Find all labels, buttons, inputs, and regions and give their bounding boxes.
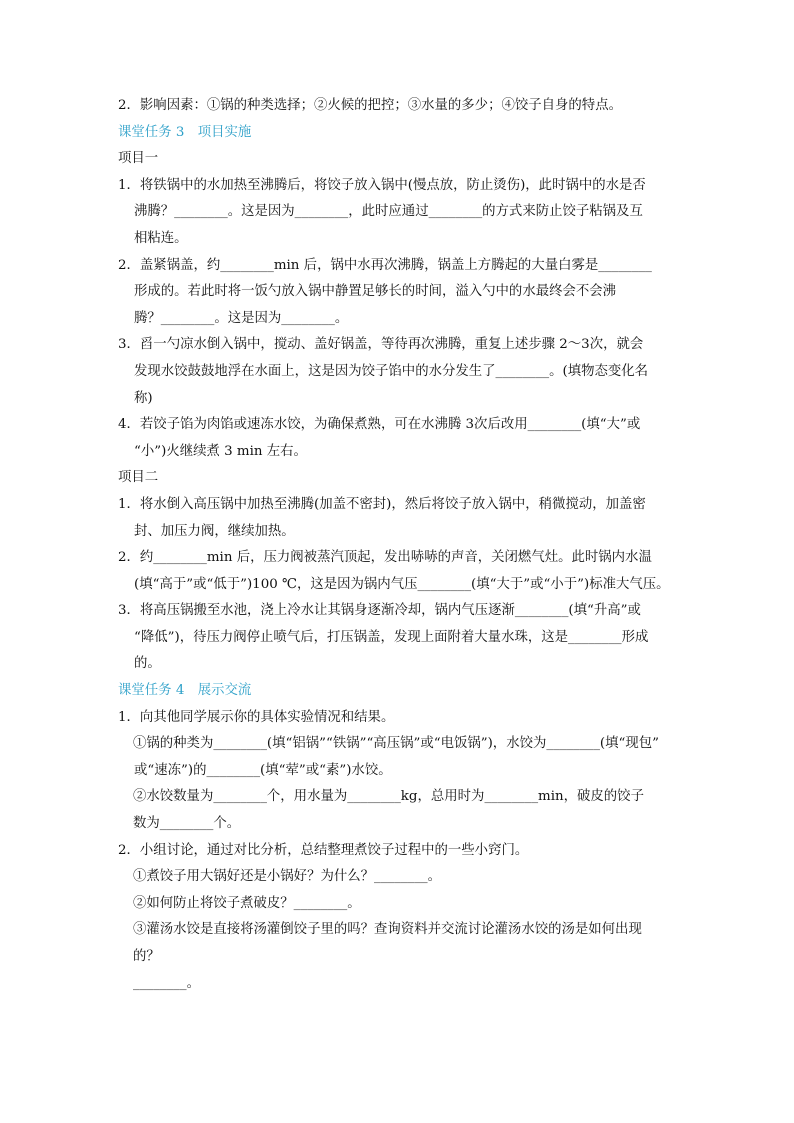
text-line: 的。 bbox=[134, 656, 161, 672]
text-line: 腾？________。这是因为________。 bbox=[134, 310, 349, 326]
text-line: (填“高于”或“低于”)100 ℃，这是因为锅内气压________(填“大于”或“小于”)标准大气压。 bbox=[134, 576, 670, 592]
text-line: 2．小组讨论，通过对比分析，总结整理煮饺子过程中的一些小窍门。 bbox=[118, 842, 529, 858]
text-line: “小”)火继续煮 3 min 左右。 bbox=[134, 443, 307, 459]
subsection-title: 项目一 bbox=[118, 151, 159, 167]
text-line: 数为________个。 bbox=[133, 816, 241, 832]
text-line: 3．将高压锅搬至水池，浇上冷水让其锅身逐渐冷却，锅内气压逐渐________(填“升高”或 bbox=[118, 603, 641, 619]
text-line: ②如何防止将饺子煮破皮？________。 bbox=[133, 895, 361, 911]
text-line: 或“速冻”)的________(填“荤”或“素”)水饺。 bbox=[134, 762, 392, 778]
text-line: 沸腾？________。这是因为________，此时应通过________的方式来防止饺子粘锅及互 bbox=[134, 204, 643, 220]
text-line: 形成的。若此时将一饭勺放入锅中静置足够长的时间，溢入勺中的水最终会不会沸 bbox=[134, 284, 617, 300]
text-line: 3．舀一勺凉水倒入锅中，搅动、盖好锅盖，等待再次沸腾，重复上述步骤 2～3次，就会 bbox=[118, 337, 644, 353]
text-line: ________。 bbox=[133, 975, 200, 991]
text-line: 封、加压力阀，继续加热。 bbox=[134, 523, 295, 539]
text-line: 称) bbox=[134, 390, 153, 406]
text-line: ②水饺数量为________个，用水量为________kg，总用时为________min，破皮的饺子 bbox=[133, 789, 644, 805]
document-page bbox=[118, 93, 678, 997]
text-line: 1．向其他同学展示你的具体实验情况和结果。 bbox=[118, 709, 395, 725]
text-line: 2．约________min 后，压力阀被蒸汽顶起，发出哧哧的声音，关闭燃气灶。此时锅内水温 bbox=[118, 550, 652, 566]
text-line: ③灌汤水饺是直接将汤灌倒饺子里的吗？查询资料并交流讨论灌汤水饺的汤是如何出现 bbox=[133, 922, 642, 938]
section-heading: 课堂任务 3 项目实施 bbox=[118, 124, 252, 140]
text-line: ①锅的种类为________(填“铝锅”“铁锅”“高压锅”或“电饭锅”)，水饺为________(填“现包” bbox=[133, 736, 660, 752]
text-line: 2．盖紧锅盖，约________min 后，锅中水再次沸腾，锅盖上方腾起的大量白雾是________ bbox=[118, 257, 652, 273]
text-line: 1．将铁锅中的水加热至沸腾后，将饺子放入锅中(慢点放，防止烫伤)，此时锅中的水是否 bbox=[118, 177, 646, 193]
text-line: ①煮饺子用大锅好还是小锅好？为什么？________。 bbox=[133, 869, 441, 885]
text-line: 4．若饺子馅为肉馅或速冻水饺，为确保煮熟，可在水沸腾 3次后改用________(填“大”或 bbox=[118, 417, 641, 433]
text-line: 1．将水倒入高压锅中加热至沸腾(加盖不密封)，然后将饺子放入锅中，稍微搅动，加盖密 bbox=[118, 496, 646, 512]
text-line: “降低”)，待压力阀停止喷气后，打压锅盖，发现上面附着大量水珠，这是________形成 bbox=[134, 629, 649, 645]
text-line: 的？ bbox=[133, 949, 160, 964]
text-line: 相粘连。 bbox=[134, 230, 188, 246]
subsection-title: 项目二 bbox=[118, 470, 159, 486]
text-line: 发现水饺鼓鼓地浮在水面上，这是因为饺子馅中的水分发生了________。(填物态变化名 bbox=[134, 363, 649, 379]
text-line: 2．影响因素：①锅的种类选择；②火候的把控；③水量的多少；④饺子自身的特点。 bbox=[118, 98, 622, 113]
section-heading: 课堂任务 4 展示交流 bbox=[118, 683, 252, 699]
